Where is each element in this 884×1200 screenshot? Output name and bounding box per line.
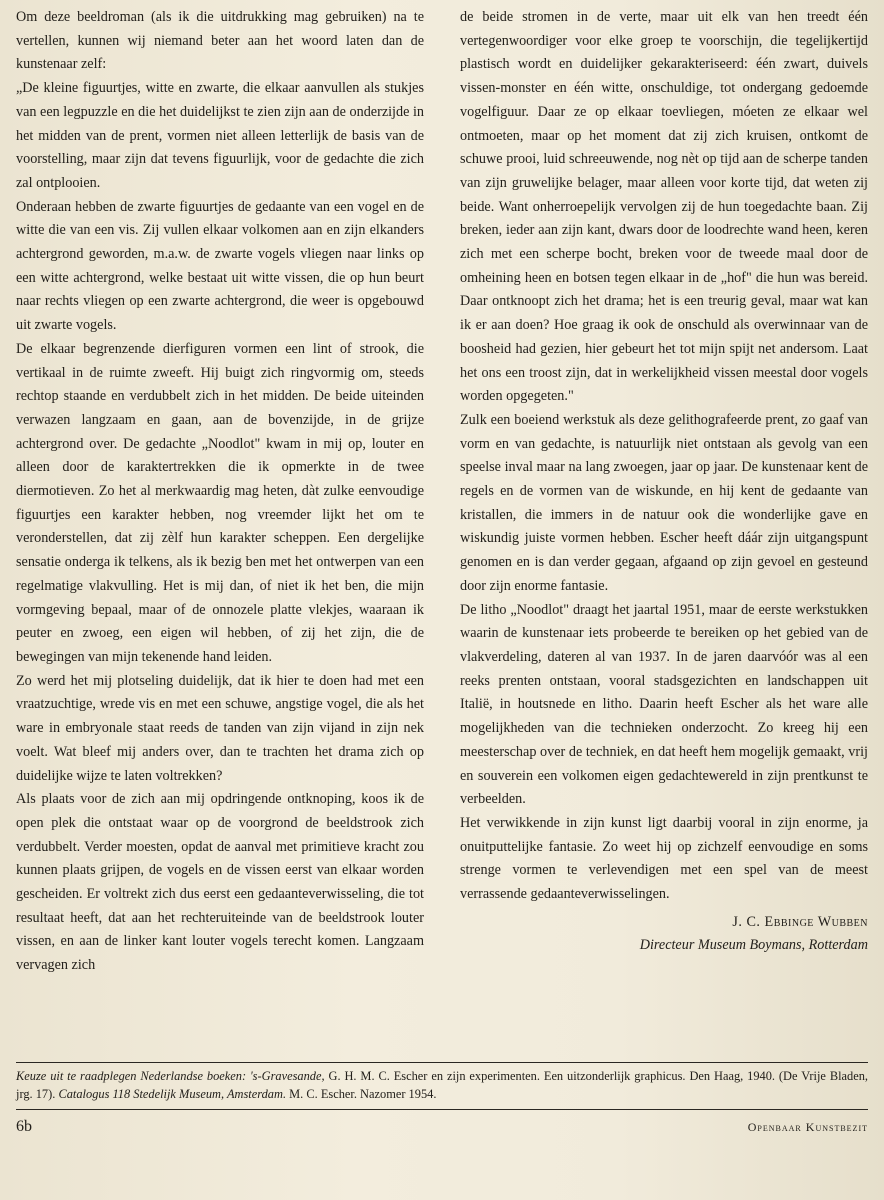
running-head: Openbaar Kunstbezit	[747, 1120, 868, 1134]
left-column	[16, 6, 424, 1046]
author-signature	[460, 911, 868, 958]
paragraph: De litho „Noodlot" draagt het jaartal 1951, maar de eerste werkstukken waarin de kunstenaar iets probeerde te bereiken op het gebied van de vlakverdeling, dateren al van 1937. In de jaren daarvóór was al een reeks prenten ontstaan, vooral stadsgezichten en landschappen uit Italië, in houtsnede en litho. Daarin heeft Escher als het ware alle mogelijkheden van die technieken onderzocht. Zo kreeg hij een meesterschap over de techniek, en dat heeft hem mogelijk gemaakt, vrij en souverein een volkomen eigen gedachtewereld in zijn prentkunst te verbeelden.	[460, 601, 868, 808]
paragraph: Onderaan hebben de zwarte figuurtjes de gedaante van een vogel en de witte die van een vis. Zij vullen elkaar volkomen aan en zijn elkanders achtergrond geworden, m.a.w. de zwarte vogels vliegen naar links op een witte achtergrond, welke bestaat uit witte vissen, die op hun beurt naar rechts vliegen op een zwarte achtergrond, die weer is opgebouwd uit zwarte vogels.	[16, 198, 424, 334]
bibliography-footnote	[16, 1062, 868, 1110]
page-footer	[16, 1118, 868, 1136]
text-columns	[16, 6, 868, 1046]
right-column	[460, 6, 868, 1046]
paragraph: Zulk een boeiend werkstuk als deze gelithografeerde prent, zo gaaf van vorm en van gedachte, is natuurlijk niet ontstaan als gevolg van een speelse inval maar na lang zwoegen, jaar op jaar. De kunstenaar kent de regels en de vormen van de wiskunde, en hij kent de gedaante van kristallen, die immers in de natuur ook die wonderlijke gave en wiskundig juiste vormen hebben. Escher heeft dáár zijn uitgangspunt genomen en is dan verder gegaan, afgaand op zijn gevoel en gesteund door zijn enorme fantasie.	[460, 411, 868, 594]
paragraph: „De kleine figuurtjes, witte en zwarte, die elkaar aanvullen als stukjes van een legpuzzle en die het duidelijkst te zien zijn aan de onderzijde in het midden van de prent, vormen niet alleen letterlijk de basis van de voorstelling, maar zijn dat tevens figuurlijk, voor de gedachte die zich zal ontplooien.	[16, 80, 424, 191]
paragraph: De elkaar begrenzende dierfiguren vormen een lint of strook, die vertikaal in de ruimte zweeft. Hij buigt zich ringvormig om, steeds rechtop staande en verdubbelt zich in het midden. De beide uiteinden verwazen langzaam en gaan, aan de bovenzijde, in de grijze achtergrond over. De gedachte „Noodlot" kwam in mij op, louter en alleen door de karaktertrekken die ik opmerkte in de twee diermotieven. Zo het al merkwaardig mag heten, dàt zulke eenvoudige figuurtjes een karakter hebben, nog vreemder lijkt het om te veronderstellen, dat zij zèlf hun karakter scheppen. Een dergelijke sensatie onderga ik telkens, als ik bezig ben met het ontwerpen van een regelmatige vlakvulling. Het is mij dan, of niet ik het ben, die mijn vormgeving bepaal, maar of de onnozele platte vlekjes, waaraan ik peuter en zwoeg, een eigen wil hebben, of zij het zijn, die de bewegingen van mijn tekenende hand leiden.	[16, 340, 424, 665]
page-number: 6b	[16, 1118, 32, 1135]
paragraph: Om deze beeldroman (als ik die uitdrukking mag gebruiken) na te vertellen, kunnen wij niemand beter aan het woord laten dan de kunstenaar zelf:	[16, 9, 424, 73]
footnote-ref-1: G. H. M. C. Escher en zijn experimenten. Een uitzonderlijk graphicus. Den Haag, 1940. (De Vrije Bladen, jrg. 17).	[16, 1069, 869, 1101]
paragraph: Het verwikkende in zijn kunst ligt daarbij vooral in zijn enorme, ja onuitputtelijke fantasie. Zo weet hij op zichzelf eenvoudige en soms strenge vormen te verlevendigen met een spel van de meest verrassende gedaanteverwisselingen.	[460, 814, 868, 903]
author-title: Directeur Museum Boymans, Rotterdam	[639, 937, 868, 954]
paragraph: Als plaats voor de zich aan mij opdringende ontknoping, koos ik de open plek die ontstaat waar op de voorgrond de beeldstrook zich verdubbelt. Verder moesten, opdat de aanval met primitieve kracht zou kunnen plaats grijpen, de vogels en de vissen eerst van elkaar worden gescheiden. Er voltrekt zich dus eerst een gedaanteverwisseling, die tot resultaat heeft, dat aan het rechteruiteinde van de beeldstrook louter vissen, en aan de linker kant louter vogels terecht komen. Langzaam vervagen zich	[16, 791, 424, 974]
footnote-ref-3: M. C. Escher. Nazomer 1954.	[286, 1087, 437, 1101]
author-name: J. C. Ebbinge Wubben	[732, 913, 868, 930]
paragraph: de beide stromen in de verte, maar uit elk van hen treedt één vertegenwoordiger voor elke groep te voorschijn, die tegelijkertijd plastisch wordt en duidelijker gekarakteriseerd: één zwart, duivels vissen-monster en één witte, onschuldige, tot ondergang gedoemde vogelfiguur. Daar ze op elkaar toevliegen, móeten ze elkaar wel ontmoeten, maar op het moment dat zij zich kruisen, ontkomt de schuwe prooi, luid schreeuwende, nog nèt op tijd aan de scherpe tanden van zijn gruwelijke belager, maar alleen voor korte tijd, dat weten zij beide. Want onherroepelijk vervolgen zij de hun toegedachte baan. Zij breken, ieder aan zijn kant, dwars door de loodrechte wand heen, keren zich met een scherpe bocht, breken voor de tweede maal door de omheining heen en botsen tegen elkaar in de „hof" die hun was bereid. Daar ontknoopt zich het drama; het is een treurig geval, maar wat kan ik er aan doen? Hoe graag ik ook de onschuld als overwinnaar van de boosheid had gezien, hier gebeurt het tot mijn spijt net andersom. Laat het ons een troost zijn, dat in werkelijkheid vissen meestal door vogels worden opgegeten."	[460, 9, 868, 405]
footnote-intro: Keuze uit te raadplegen Nederlandse boeken: 's-Gravesande,	[16, 1069, 325, 1083]
paragraph: Zo werd het mij plotseling duidelijk, dat ik hier te doen had met een vraatzuchtige, wrede vis en met een schuwe, angstige vogel, die als het ware in embryonale staat reeds de tanden van zijn vijand in zijn nek voelt. Wat bleef mij anders over, dan te trachten het drama zich op duidelijke wijze te laten voltrekken?	[16, 672, 424, 784]
footnote-ref-2: Catalogus 118 Stedelijk Museum, Amsterdam.	[58, 1087, 287, 1101]
